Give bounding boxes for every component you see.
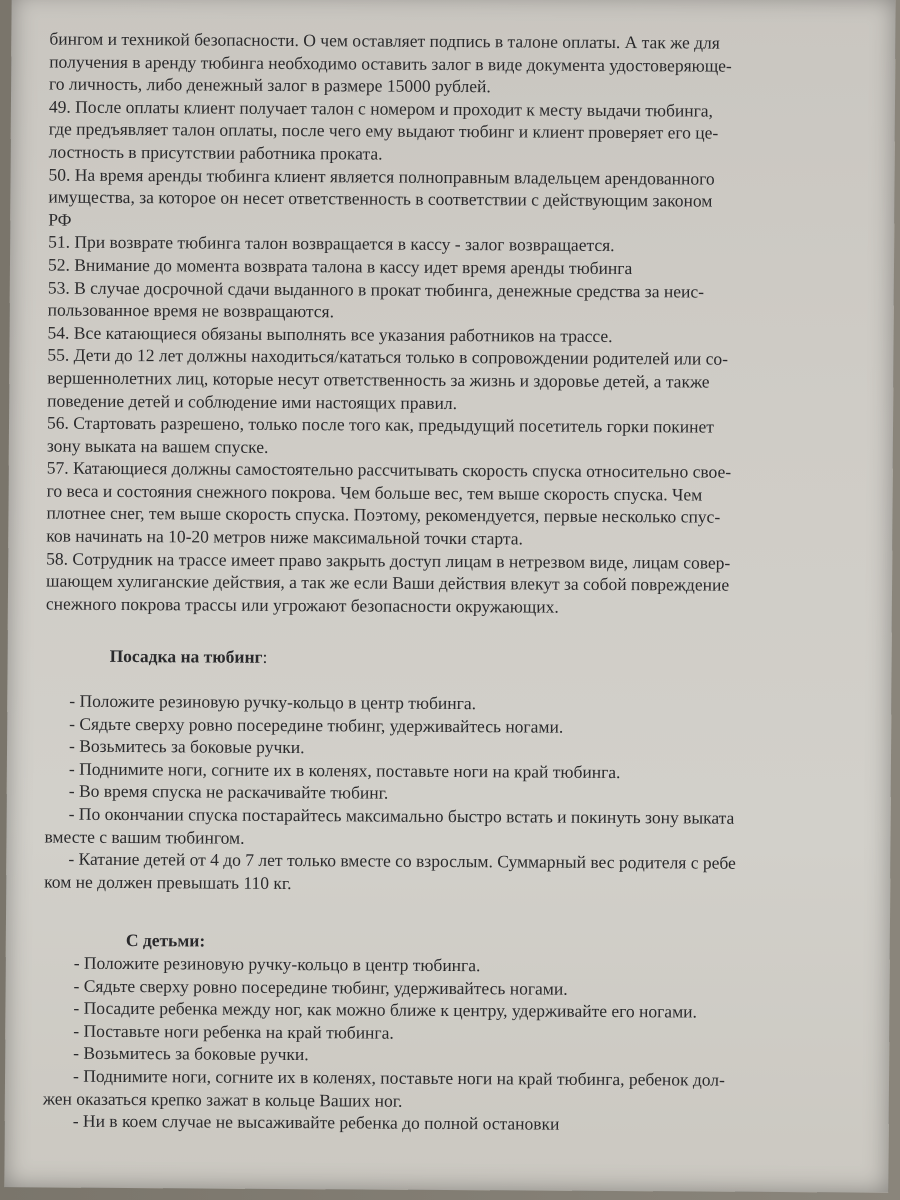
document-body bbox=[43, 28, 850, 1138]
text-line: 55. Дети до 12 лет должны находиться/кататься только в сопровождении родителей или со- bbox=[47, 344, 729, 370]
heading-text: Посадка на тюбинг bbox=[109, 646, 263, 668]
list-item: - По окончании спуска постарайтесь максимально быстро встать и покинуть зону выката bbox=[68, 803, 735, 828]
text-line: получения в аренду тюбинга необходимо оставить залог в виде документа удостоверяюще- bbox=[49, 51, 732, 76]
list-item: - Поднимите ноги, согните их в коленях, поставьте ноги на край тюбинга, ребенок дол- bbox=[72, 1065, 725, 1090]
paper-sheet bbox=[4, 0, 895, 1193]
text-line: го веса и состояния снежного покрова. Чем больше вес, тем выше скорость спуска. Чем bbox=[46, 480, 703, 505]
text-line: зону выката на вашем спуске. bbox=[46, 435, 269, 457]
list-item: - Сядьте сверху ровно посередине тюбинг, удерживайтесь ногами. bbox=[73, 975, 568, 999]
text-line: пользованное время не возвращаются. bbox=[47, 299, 335, 322]
text-line: 58. Сотрудник на трассе имеет право закрыть доступ лицам в нетрезвом виде, лицам совер- bbox=[46, 548, 731, 573]
text-line: 51. При возврате тюбинга талон возвращается в кассу - залог возвращается. bbox=[48, 231, 615, 256]
list-item: - Поставьте ноги ребенка на край тюбинга. bbox=[73, 1020, 394, 1043]
text-line: 53. В случае досрочной сдачи выданного в прокат тюбинга, денежные средства за неис- bbox=[47, 277, 705, 302]
heading-colon: : bbox=[262, 647, 268, 668]
rule-57 bbox=[46, 457, 847, 552]
text-line: РФ bbox=[48, 209, 72, 230]
text-line: шающем хулиганские действия, а так же если Ваши действия влекут за собой повреждение bbox=[45, 570, 730, 595]
rules-list bbox=[46, 28, 850, 620]
list-item: - Ни в коем случае не высаживайте ребенка до полной остановки bbox=[72, 1110, 560, 1134]
text-line: бингом и техникой безопасности. О чем оставляет подпись в талоне оплаты. А так же для bbox=[49, 28, 720, 53]
list-item: - Положите резиновую ручку-кольцо в центр тюбинга. bbox=[69, 690, 477, 714]
list-item-continuation: вместе с вашим тюбингом. bbox=[44, 826, 245, 848]
seating-instructions-list bbox=[44, 690, 845, 898]
list-item-continuation: ком не должен превышать 110 кг. bbox=[44, 871, 292, 893]
text-line: го личность, либо денежный залог в размере 15000 рублей. bbox=[49, 73, 491, 97]
rule-56 bbox=[47, 412, 847, 462]
rule-55 bbox=[47, 344, 847, 417]
text-line: лостность в присутствии работника проката. bbox=[48, 141, 383, 164]
text-line: плотнее снег, тем выше скорость спуска. Поэтому, рекомендуется, первые несколько спус- bbox=[46, 503, 721, 528]
text-line: где предъявляет талон оплаты, после чего ему выдают тюбинг и клиент проверяет его це- bbox=[48, 118, 719, 144]
list-item: - Во время спуска не раскачивайте тюбинг. bbox=[68, 781, 389, 804]
text-line: имущества, за которое он несет ответственность в соответствии с действующим законом bbox=[48, 186, 713, 211]
text-line: 57. Катающиеся должны самостоятельно рассчитывать скорость спуска относительно свое- bbox=[46, 457, 732, 482]
list-item: - Посадите ребенка между ног, как можно ближе к центру, удерживайте его ногами. bbox=[73, 997, 697, 1022]
text-line: 52. Внимание до момента возврата талона в кассу идет время аренды тюбинга bbox=[47, 254, 633, 279]
rule-58 bbox=[46, 547, 846, 620]
section-heading-tubing-seating bbox=[46, 645, 846, 672]
text-line: вершеннолетних лиц, которые несут ответственность за жизнь и здоровье детей, а также bbox=[47, 367, 710, 392]
section-heading-with-children: С детьми: bbox=[125, 930, 206, 951]
text-line: 54. Все катающиеся обязаны выполнять все указания работников на трассе. bbox=[47, 322, 613, 346]
rule-50 bbox=[48, 163, 848, 236]
text-line: ков начинать на 10-20 метров ниже максимальной точки старта. bbox=[46, 525, 524, 549]
text-line: 49. После оплаты клиент получает талон с номером и проходит к месту выдачи тюбинга, bbox=[48, 96, 714, 121]
rule-49 bbox=[49, 95, 849, 168]
list-item: - Возьмитесь за боковые ручки. bbox=[73, 1043, 309, 1065]
text-line: снежного покрова трассы или угрожают безопасности окружающих. bbox=[45, 593, 559, 617]
text-line: поведение детей и соблюдение ими настоящих правил. bbox=[47, 390, 458, 413]
text-line: 56. Стартовать разрешено, только после того как, предыдущий посетитель горки покинет bbox=[46, 412, 714, 437]
list-item: - Возьмитесь за боковые ручки. bbox=[68, 735, 305, 758]
rule-paragraph bbox=[49, 28, 849, 101]
list-item: - Положите резиновую ручку-кольцо в центр тюбинга. bbox=[73, 952, 481, 976]
list-item-continuation: жен оказаться крепко зажат в кольце Ваших ног. bbox=[42, 1088, 403, 1111]
rule-53 bbox=[48, 276, 848, 326]
list-item: - Поднимите ноги, согните их в коленях, поставьте ноги на край тюбинга. bbox=[68, 758, 621, 782]
list-item: - Катание детей от 4 до 7 лет только вместе со взрослым. Суммарный вес родителя с ребе bbox=[68, 848, 736, 873]
text-line: 50. На время аренды тюбинга клиент является полноправным владельцем арендованного bbox=[48, 164, 715, 189]
children-instructions-list bbox=[43, 951, 844, 1137]
list-item: - Сядьте сверху ровно посередине тюбинг, удерживайтесь ногами. bbox=[69, 713, 564, 737]
